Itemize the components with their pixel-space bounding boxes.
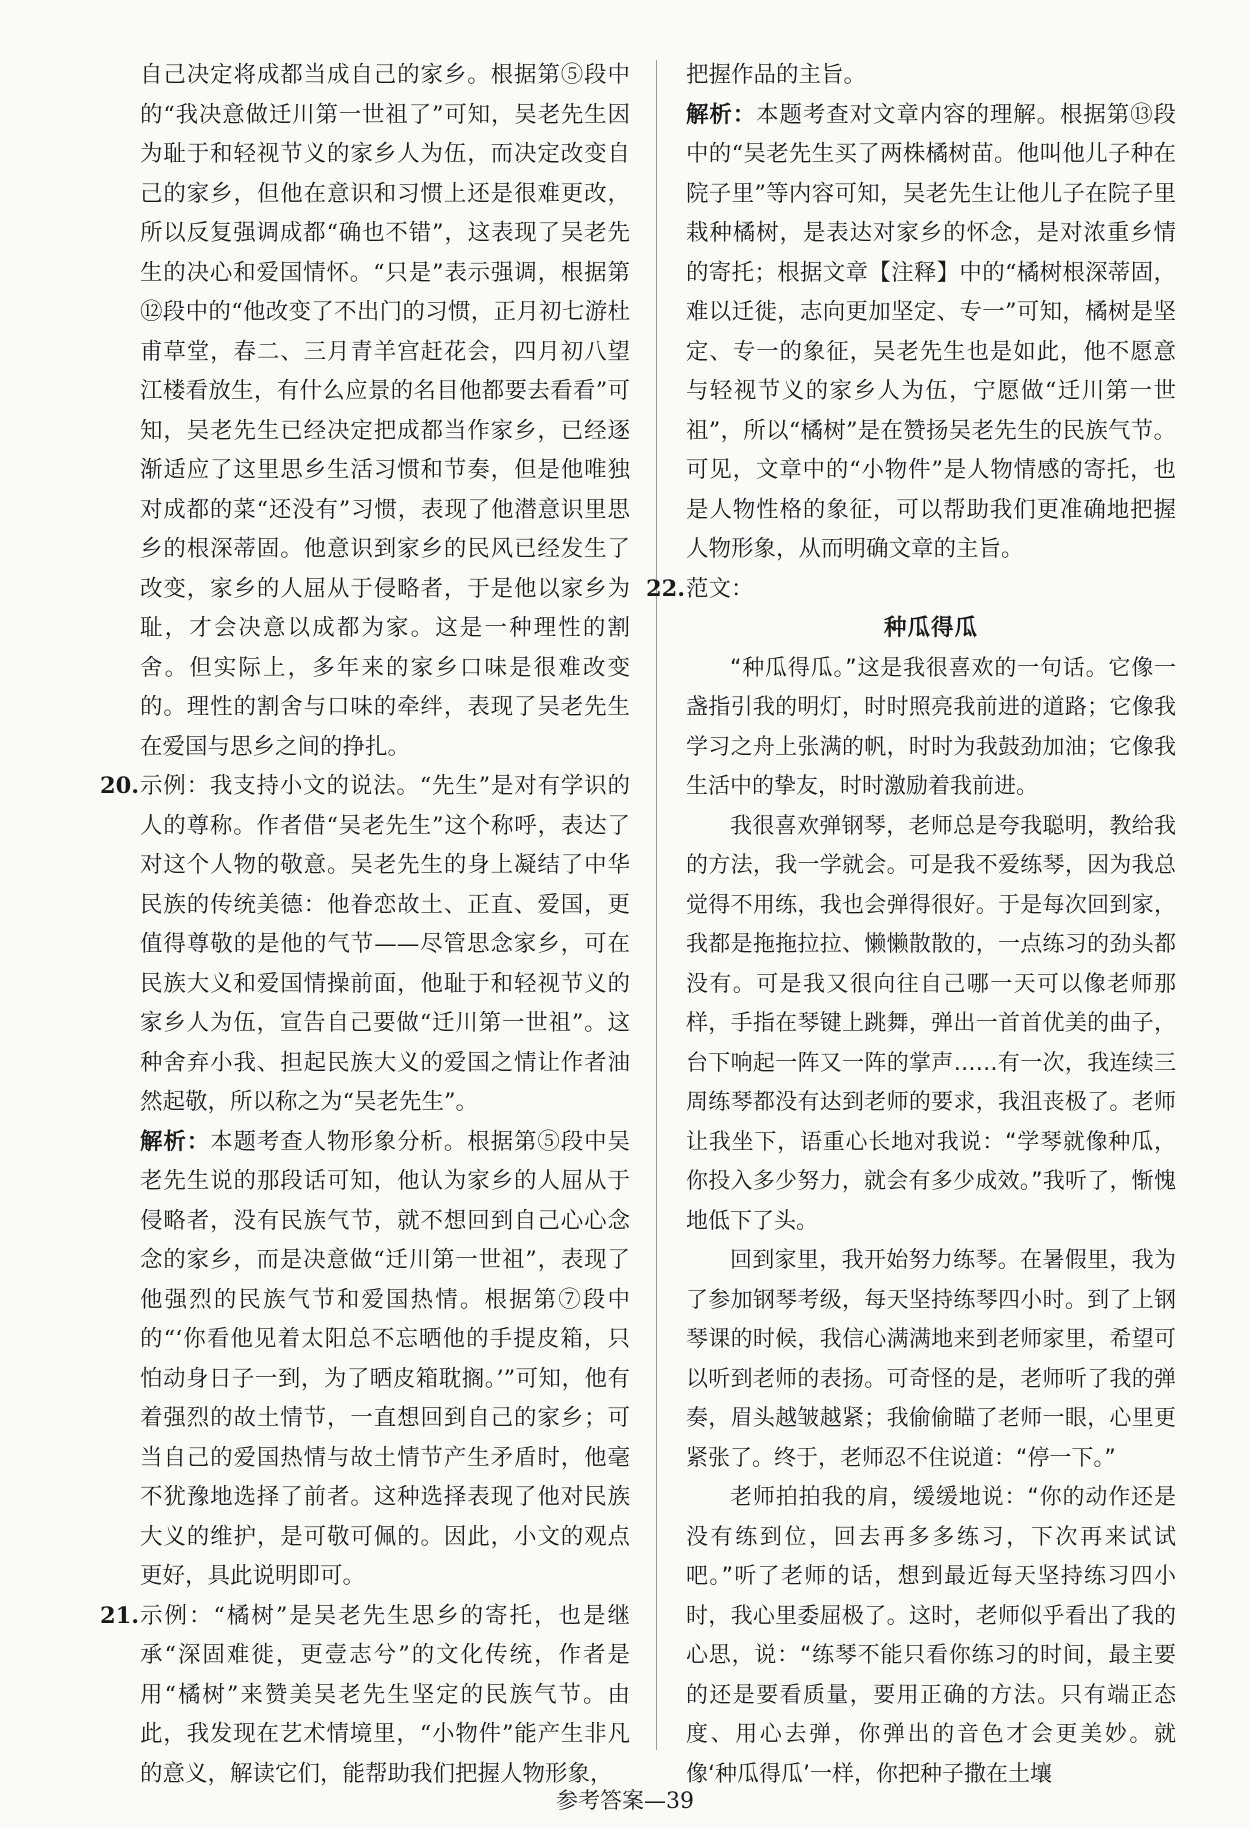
model-essay-label: 范文： xyxy=(686,575,754,602)
essay-paragraph: 老师拍拍我的肩，缓缓地说：“你的动作还是没有练到位，回去再多多练习，下次再来试试吧。”听了老师的话，想到最近每天坚持练习四小时，我心里委屈极了。这时，老师似乎看出了我的心思，说：“练琴不能只看你练习的时间，最主要的还是要看质量，要用正确的方法。只有端正态度、用心去弹，你弹出的音色才会更美妙。就像‘种瓜得瓜’一样，你把种子撒在土壤 xyxy=(686,1485,1176,1787)
question-20 xyxy=(100,767,630,1123)
right-column xyxy=(646,56,1176,1794)
analysis-20 xyxy=(140,1123,630,1597)
answer-21-continued: 把握作品的主旨。 xyxy=(686,62,867,88)
essay-title: 种瓜得瓜 xyxy=(883,615,978,641)
continuation-text: 自己决定将成都当成自己的家乡。根据第⑤段中的“我决意做迁川第一世祖了”可知，吴老先生因为耻于和轻视节义的家乡人为伍，而决定改变自己的家乡，但他在意识和习惯上还是很难更改，所以反复强调成都“确也不错”，这表现了吴老先生的决心和爱国情怀。“只是”表示强调，根据第⑫段中的“他改变了不出门的习惯，正月初七游杜甫草堂，春二、三月青羊宫赶花会，四月初八望江楼看放生，有什么应景的名目他都要去看看”可知，吴老先生已经决定把成都当作家乡，已经逐渐适应了这里思乡生活习惯和节奏，但是他唯独对成都的菜“还没有”习惯，表现了他潜意识里思乡的根深蒂固。他意识到家乡的民风已经发生了改变，家乡的人屈从于侵略者，于是他以家乡为耻，才会决意以成都为家。这是一种理性的割舍。但实际上，多年来的家乡口味是很难改变的。理性的割舍与口味的牵绊，表现了吴老先生在爱国与思乡之间的挣扎。 xyxy=(140,62,630,760)
answer-text: 示例：我支持小文的说法。“先生”是对有学识的人的尊称。作者借“吴老先生”这个称呼，表达了对这个人物的敬意。吴老先生的身上凝结了中华民族的传统美德：他眷恋故土、正直、爱国，更值得尊敬的是他的气节——尽管思念家乡，可在民族大义和爱国情操前面，他耻于和轻视节义的家乡人为伍，宣告自己要做“迁川第一世祖”。这种舍弃小我、担起民族大义的爱国之情让作者油然起敬，所以称之为“吴老先生”。 xyxy=(140,773,630,1115)
question-22 xyxy=(646,570,1176,610)
analysis-21 xyxy=(686,96,1176,570)
essay-paragraph: 回到家里，我开始努力练琴。在暑假里，我为了参加钢琴考级，每天坚持练琴四小时。到了上钢琴课的时候，我信心满满地来到老师家里，希望可以听到老师的表扬。可奇怪的是，老师听了我的弹奏，眉头越皱越紧；我偷偷瞄了老师一眼，心里更紧张了。终于，老师忍不住说道：“停一下。” xyxy=(686,1248,1176,1471)
essay-paragraph: 我很喜欢弹钢琴，老师总是夸我聪明，教给我的方法，我一学就会。可是我不爱练琴，因为我总觉得不用练，我也会弹得很好。于是每次回到家，我都是拖拖拉拉、懒懒散散的，一点练习的劲头都没有。可是我又很向往自己哪一天可以像老师那样，手指在琴键上跳舞，弹出一首首优美的曲子，台下响起一阵又一阵的掌声……有一次，我连续三周练琴都没有达到老师的要求，我沮丧极了。老师让我坐下，语重心长地对我说：“学琴就像种瓜，你投入多少努力，就会有多少成效。”我听了，惭愧地低下了头。 xyxy=(686,813,1176,1234)
essay-body xyxy=(686,649,1176,1795)
essay-paragraph: “种瓜得瓜。”这是我很喜欢的一句话。它像一盏指引我的明灯，时时照亮我前进的道路；它像我学习之舟上张满的帆，时时为我鼓劲加油；它像我生活中的挚友，时时激励着我前进。 xyxy=(686,655,1176,799)
analysis-text: 本题考查人物形象分析。根据第⑤段中吴老先生说的那段话可知，他认为家乡的人屈从于侵略者，没有民族气节，就不想回到自己心心念念的家乡，而是决意做“迁川第一世祖”，表现了他强烈的民族气节和爱国热情。根据第⑦段中的“‘你看他见着太阳总不忘晒他的手提皮箱，只怕动身日子一到，为了晒皮箱耽搁。’”可知，他有着强烈的故土情节，一直想回到自己的家乡；可当自己的爱国热情与故土情节产生矛盾时，他毫不犹豫地选择了前者。这种选择表现了他对民族大义的维护，是可敬可佩的。因此，小文的观点更好，具此说明即可。 xyxy=(140,1128,630,1589)
question-number: 22. xyxy=(646,575,686,602)
page-footer: 参考答案—39 xyxy=(556,1789,694,1814)
analysis-label: 解析： xyxy=(686,101,757,128)
analysis-label: 解析： xyxy=(140,1128,211,1155)
left-column xyxy=(100,56,630,1794)
question-21 xyxy=(100,1597,630,1795)
column-divider xyxy=(656,60,657,1750)
question-number: 21. xyxy=(100,1602,140,1629)
question-number: 20. xyxy=(100,773,140,799)
answer-text: 示例：“橘树”是吴老先生思乡的寄托，也是继承“深固难徙，更壹志兮”的文化传统，作者是用“橘树”来赞美吴老先生坚定的民族气节。由此，我发现在艺术情境里，“小物件”能产生非凡的意义，解读它们，能帮助我们把握人物形象， xyxy=(140,1602,630,1787)
analysis-text: 本题考查对文章内容的理解。根据第⑬段中的“吴老先生买了两株橘树苗。他叫他儿子种在院子里”等内容可知，吴老先生让他儿子在院子里栽种橘树，是表达对家乡的怀念，是对浓重乡情的寄托；根据文章【注释】中的“橘树根深蒂固，难以迁徙，志向更加坚定、专一”可知，橘树是坚定、专一的象征，吴老先生也是如此，他不愿意与轻视节义的家乡人为伍，宁愿做“迁川第一世祖”，所以“橘树”是在赞扬吴老先生的民族气节。可见，文章中的“小物件”是人物情感的寄托，也是人物性格的象征，可以帮助我们更准确地把握人物形象，从而明确文章的主旨。 xyxy=(686,101,1176,562)
